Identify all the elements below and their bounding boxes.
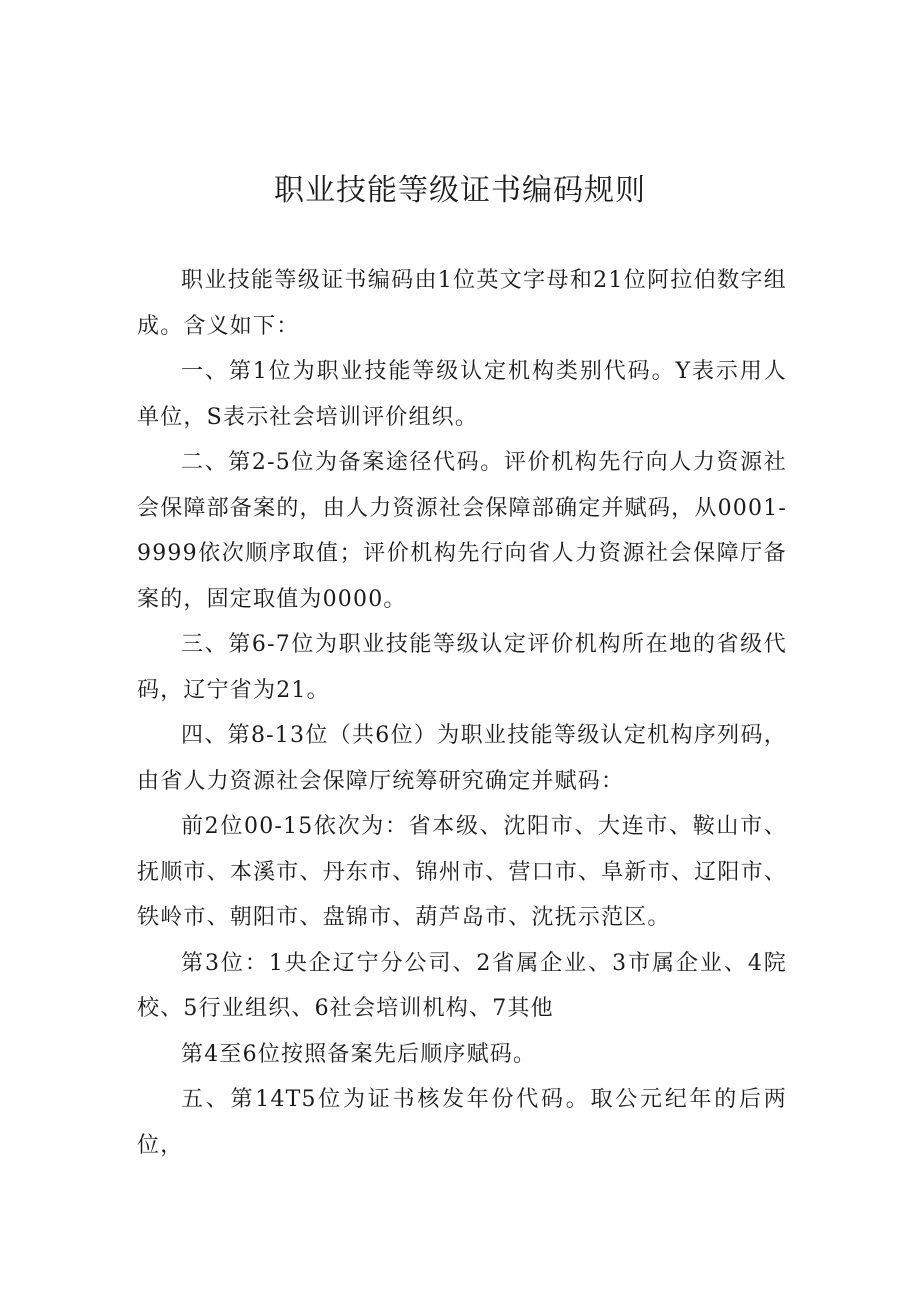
paragraph-rule-1: 一、第1位为职业技能等级认定机构类别代码。Y表示用人单位，S表示社会培训评价组织。 — [137, 359, 787, 430]
paragraph-rule-4: 四、第8-13位（共6位）为职业技能等级认定机构序列码，由省人力资源社会保障厅统筹研究确定并赋码： — [137, 723, 787, 794]
paragraph-rule-5: 五、第14T5位为证书核发年份代码。取公元纪年的后两位， — [137, 1087, 787, 1158]
paragraph-rule-4-third-digit: 第3位：1央企辽宁分公司、2省属企业、3市属企业、4院校、5行业组织、6社会培训机构、7其他 — [137, 950, 787, 1021]
paragraph-rule-4-cities: 前2位00-15依次为：省本级、沈阳市、大连市、鞍山市、抚顺市、本溪市、丹东市、锦州市、营口市、阜新市、辽阳市、铁岭市、朝阳市、盘锦市、葫芦岛市、沈抚示范区。 — [137, 814, 787, 930]
paragraph-intro: 职业技能等级证书编码由1位英文字母和21位阿拉伯数字组成。含义如下： — [137, 268, 787, 339]
document-title: 职业技能等级证书编码规则 — [274, 173, 646, 208]
paragraph-rule-4-sequence: 第4至6位按照备案先后顺序赋码。 — [181, 1041, 537, 1067]
paragraph-rule-3: 三、第6-7位为职业技能等级认定评价机构所在地的省级代码，辽宁省为21。 — [137, 632, 787, 703]
document-body — [137, 258, 787, 1168]
paragraph-rule-2: 二、第2-5位为备案途径代码。评价机构先行向人力资源社会保障部备案的，由人力资源社会保障部确定并赋码，从0001-9999依次顺序取值；评价机构先行向省人力资源社会保障厅备案的，固定取值为0000。 — [137, 450, 787, 612]
